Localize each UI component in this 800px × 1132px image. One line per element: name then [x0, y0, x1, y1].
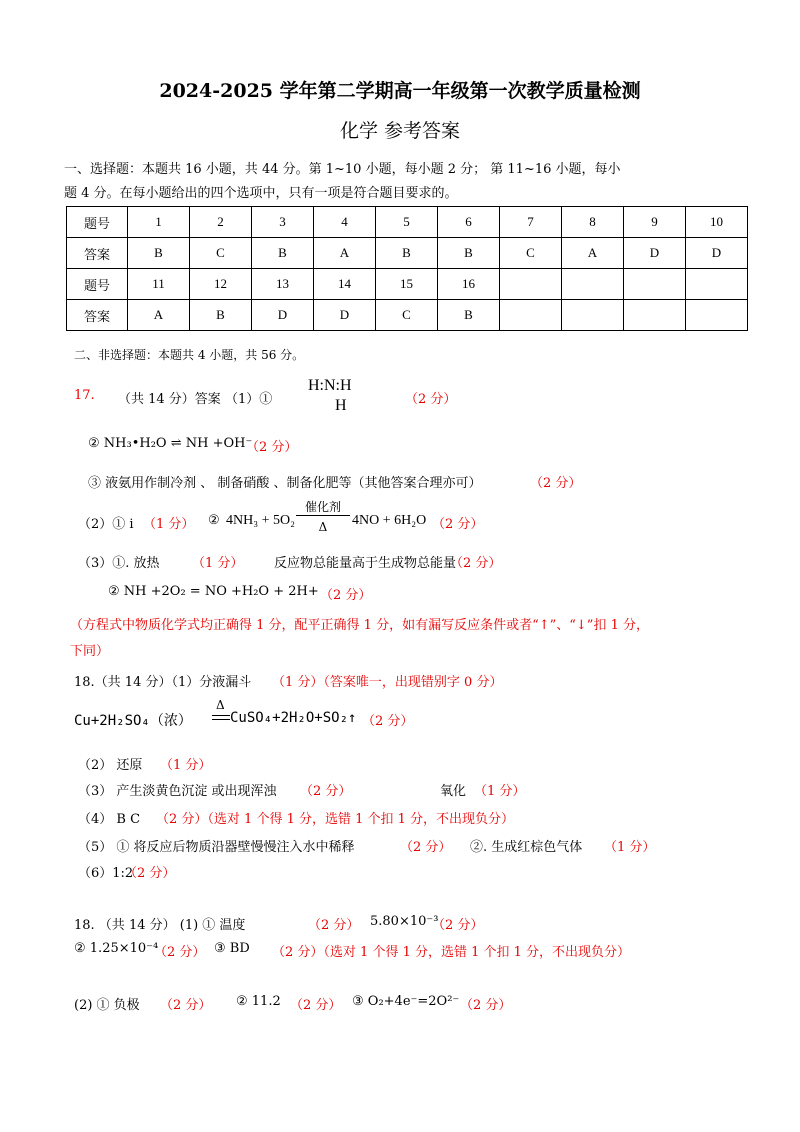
table-cell: D	[686, 238, 748, 269]
q17-p3-b: 反应物总能量高于生成物总能量	[274, 556, 457, 571]
q17-p3-score1: （1 分）	[192, 556, 244, 571]
table-cell	[624, 300, 686, 331]
q17-eq2: ② NH₃•H₂O ⇌ NH +OH⁻	[88, 436, 253, 451]
q18b-line1: 18. （共 14 分） (1) ① 温度	[74, 918, 246, 933]
table-cell: 4	[314, 207, 376, 238]
q17-p2-score1: （1 分）	[143, 517, 195, 532]
delta-label: Δ	[318, 520, 328, 534]
q18a-l5b-score: （1 分）	[604, 840, 656, 855]
table-cell: C	[500, 238, 562, 269]
q18a-l5: （5） ① 将反应后物质沿器壁慢慢注入水中稀释	[78, 840, 355, 855]
table-cell: A	[562, 238, 624, 269]
q17-use3: ③ 液氨用作制冷剂 、 制备硝酸 、制备化肥等（其他答案合理亦可）	[88, 476, 482, 491]
table-cell: 15	[376, 269, 438, 300]
table-cell: B	[438, 300, 500, 331]
q18b-score3b: （2 分）	[290, 998, 342, 1013]
table-cell: D	[314, 300, 376, 331]
table-cell	[562, 269, 624, 300]
table-cell: 5	[376, 207, 438, 238]
table-cell: B	[438, 238, 500, 269]
q18a-l3b-score: （1 分）	[474, 784, 526, 799]
table-cell: C	[376, 300, 438, 331]
q17-number: 17.	[74, 388, 95, 403]
q18a-eq-score: （2 分）	[362, 714, 414, 729]
q17-p2-right: 4NO + 6H₂O	[352, 513, 427, 528]
table-cell: 答案	[67, 300, 128, 331]
q17-p3-a: （3）①. 放热	[78, 556, 160, 571]
table-cell	[500, 269, 562, 300]
table-cell: 7	[500, 207, 562, 238]
table-row	[67, 238, 748, 269]
q17-score2: （2 分）	[246, 440, 298, 455]
table-cell	[624, 269, 686, 300]
table-cell: A	[128, 300, 190, 331]
table-cell: 10	[686, 207, 748, 238]
lewis-structure-bottom: H	[335, 397, 347, 414]
table-cell: 2	[190, 207, 252, 238]
q18b-score1b: （2 分）	[432, 918, 484, 933]
table-cell: B	[376, 238, 438, 269]
table-cell: 答案	[67, 238, 128, 269]
q17-p3-eq: ② NH +2O₂ = NO +H₂O + 2H+	[108, 584, 319, 599]
table-row	[67, 300, 748, 331]
section1-line1: 一、选择题：本题共 16 小题，共 44 分。第 1~10 小题，每小题 2 分； 第 11~16 小题，每小	[64, 162, 621, 177]
q18a-l2-score: （1 分）	[160, 758, 212, 773]
q18b-score2: （2 分）	[154, 945, 206, 960]
q18b-score2b: （2 分）（选对 1 个得 1 分，选错 1 个扣 1 分，不出现负分）	[272, 945, 631, 960]
q18a-l5-score: （2 分）	[400, 840, 452, 855]
q18a-line1: 18.（共 14 分）（1）分液漏斗	[74, 675, 252, 690]
q18b-score3c: （2 分）	[460, 998, 512, 1013]
table-cell: 题号	[67, 269, 128, 300]
q18a-l5b: ②. 生成红棕色气体	[470, 840, 583, 855]
q18a-l6: （6）1:2	[78, 866, 134, 881]
q18a-score1: （1 分）（答案唯一，出现错别字 0 分）	[272, 675, 503, 690]
reaction-bar	[296, 515, 350, 516]
table-cell: 6	[438, 207, 500, 238]
section2-heading: 二、非选择题：本题共 4 小题，共 56 分。	[74, 348, 305, 362]
q17-score1: （2 分）	[405, 392, 457, 407]
table-cell: 3	[252, 207, 314, 238]
q17-note1: （方程式中物质化学式均正确得 1 分，配平正确得 1 分，如有漏写反应条件或者“↑”、“↓”扣 1 分，	[70, 618, 649, 633]
table-cell: B	[128, 238, 190, 269]
q18a-l6-score: （2 分）	[124, 866, 176, 881]
table-cell: B	[252, 238, 314, 269]
q18a-l4: （4） B C	[78, 812, 141, 827]
table-cell: D	[624, 238, 686, 269]
section1-line2: 题 4 分。在每小题给出的四个选项中，只有一项是符合题目要求的。	[64, 186, 458, 201]
q18a-eq-bar2	[212, 719, 230, 720]
table-cell: 题号	[67, 207, 128, 238]
q18b-line3: (2) ① 负极	[74, 998, 140, 1013]
q18a-eq-bar	[212, 715, 230, 716]
q18a-l3b: 氧化	[440, 784, 467, 799]
q17-p3-score3: （2 分）	[320, 588, 372, 603]
table-cell: 16	[438, 269, 500, 300]
table-cell	[562, 300, 624, 331]
q18b-line2: ② 1.25×10⁻⁴	[74, 941, 159, 956]
page-title: 2024-2025 学年第二学期高一年级第一次教学质量检测	[159, 80, 641, 102]
q18a-eq-left: Cu+2H₂SO₄（浓）	[74, 713, 192, 729]
table-cell: 1	[128, 207, 190, 238]
page-subtitle: 化学 参考答案	[339, 120, 461, 142]
catalyst-label: 催化剂	[304, 500, 341, 514]
q17-score3: （2 分）	[530, 476, 582, 491]
table-cell: 13	[252, 269, 314, 300]
table-cell: C	[190, 238, 252, 269]
q17-intro: （共 14 分）答案 （1）①	[118, 392, 273, 407]
table-cell: D	[252, 300, 314, 331]
table-row	[67, 207, 748, 238]
table-cell	[686, 300, 748, 331]
table-cell: 14	[314, 269, 376, 300]
q18a-l3: （3） 产生淡黄色沉淀 或出现浑浊	[78, 784, 277, 799]
answer-table	[66, 206, 748, 331]
table-cell: 12	[190, 269, 252, 300]
q18b-score3: （2 分）	[160, 998, 212, 1013]
q17-p2-left: 4NH₃ + 5O₂	[226, 513, 295, 528]
q18a-l2: （2） 还原	[78, 758, 143, 773]
q18b-line3b: ② 11.2	[236, 994, 281, 1009]
table-cell: A	[314, 238, 376, 269]
table-cell: B	[190, 300, 252, 331]
lewis-structure-top: H:N:H	[308, 377, 352, 394]
table-cell: 11	[128, 269, 190, 300]
q18a-l4-score: （2 分）（选对 1 个得 1 分，选错 1 个扣 1 分，不出现负分）	[156, 812, 515, 827]
q18a-eq-delta: Δ	[216, 698, 225, 712]
q18a-eq-right: CuSO₄+2H₂O+SO₂↑	[230, 710, 357, 726]
table-cell	[686, 269, 748, 300]
table-row	[67, 269, 748, 300]
q18b-score1: （2 分）	[308, 918, 360, 933]
q17-note2: 下同）	[70, 644, 110, 659]
q17-p3-score2: （2 分）	[450, 556, 502, 571]
q18a-l3-score: （2 分）	[300, 784, 352, 799]
table-cell: 9	[624, 207, 686, 238]
table-cell	[500, 300, 562, 331]
q18b-val1: 5.80×10⁻³	[370, 914, 439, 929]
q17-p2-circle2: ②	[208, 513, 220, 528]
q17-p2-prefix: （2）① i	[78, 517, 134, 532]
q18b-line3c: ③ O₂+4e⁻=2O²⁻	[352, 994, 460, 1009]
q17-p2-score2: （2 分）	[432, 517, 484, 532]
q18b-line2b: ③ BD	[214, 941, 250, 956]
table-cell: 8	[562, 207, 624, 238]
